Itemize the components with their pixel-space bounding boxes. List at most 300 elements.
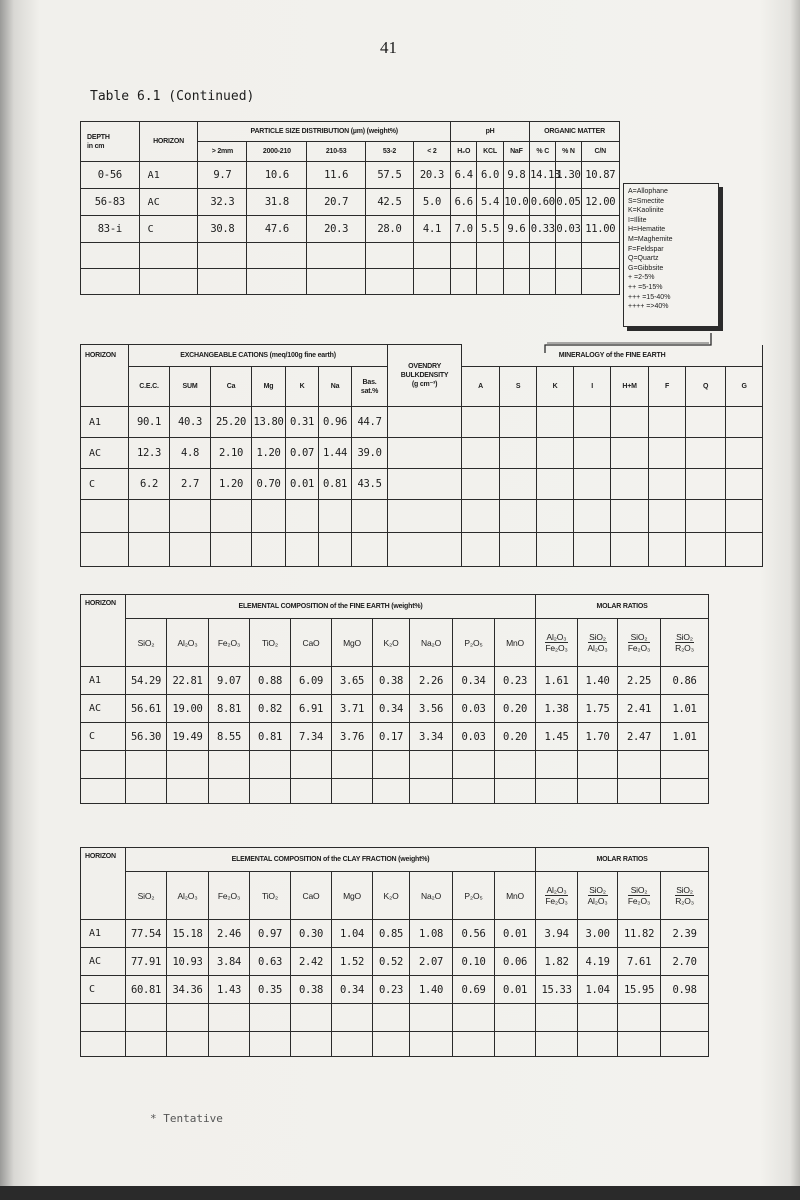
ratio-denominator: R₂O₃ xyxy=(675,643,694,653)
empty-cell xyxy=(578,1004,618,1032)
ratio-header xyxy=(578,619,618,667)
empty-cell xyxy=(198,269,247,295)
value-cell: 0.10 xyxy=(453,948,495,976)
subheader-cell: C/N xyxy=(581,142,619,162)
subheader-cell: % N xyxy=(556,142,581,162)
empty-cell xyxy=(500,500,537,533)
footnote: * Tentative xyxy=(150,1112,223,1125)
mineral-subheader-cell: A xyxy=(462,367,500,407)
subheader-cell: TiO₂ xyxy=(250,619,291,667)
empty-cell xyxy=(252,533,286,567)
subheader-cell: K xyxy=(286,367,319,407)
value-cell: 0.07 xyxy=(286,438,319,469)
subheader-cell: K₂O xyxy=(373,872,410,920)
value-cell: 8.55 xyxy=(209,723,250,751)
value-cell: 7.0 xyxy=(451,216,477,243)
empty-cell xyxy=(250,1004,291,1032)
empty-cell xyxy=(611,500,649,533)
value-cell: 0.05 xyxy=(556,189,581,216)
empty-cell xyxy=(211,500,252,533)
horizon-cell: C xyxy=(139,216,198,243)
value-cell: 1.04 xyxy=(332,920,373,948)
empty-cell xyxy=(453,779,495,804)
value-cell: 5.0 xyxy=(413,189,450,216)
value-cell: 13.80 xyxy=(252,407,286,438)
legend-entry: S=Smectite xyxy=(628,197,664,205)
empty-cell xyxy=(500,438,537,469)
empty-cell xyxy=(332,779,373,804)
value-cell: 1.38 xyxy=(536,695,578,723)
ratio-numerator: SiO₂ xyxy=(628,632,650,643)
value-cell: 0.35 xyxy=(250,976,291,1004)
empty-cell xyxy=(649,533,686,567)
ratio-header xyxy=(578,872,618,920)
legend-entry: ++ =5-15% xyxy=(628,283,663,291)
value-cell: 0.33 xyxy=(530,216,556,243)
subheader-cell: SiO₂ xyxy=(126,872,167,920)
empty-cell xyxy=(170,533,211,567)
value-cell: 2.26 xyxy=(410,667,453,695)
empty-cell xyxy=(139,243,198,269)
empty-cell xyxy=(81,779,126,804)
value-cell: 0.03 xyxy=(453,723,495,751)
value-cell: 0.97 xyxy=(250,920,291,948)
ratio-numerator: Al₂O₃ xyxy=(546,885,567,895)
empty-cell xyxy=(536,751,578,779)
value-cell: 0.03 xyxy=(556,216,581,243)
subheader-cell: CaO xyxy=(291,619,332,667)
ratio-header xyxy=(661,872,709,920)
legend-entry: + =2-5% xyxy=(628,274,655,282)
value-cell: 0.38 xyxy=(373,667,410,695)
ratio-header xyxy=(661,619,709,667)
organic-matter-header: ORGANIC MATTER xyxy=(530,122,620,142)
subheader-cell: 53-2 xyxy=(365,142,413,162)
empty-cell xyxy=(332,1004,373,1032)
particle-size-header: PARTICLE SIZE DISTRIBUTION (µm) (weight%) xyxy=(198,122,451,142)
table-row xyxy=(81,407,763,438)
empty-cell xyxy=(250,751,291,779)
page-number: 41 xyxy=(380,38,397,57)
empty-cell xyxy=(451,243,477,269)
table-row xyxy=(81,920,709,948)
empty-cell xyxy=(252,500,286,533)
subheader-cell: MnO xyxy=(495,619,536,667)
empty-cell xyxy=(578,779,618,804)
value-cell: 60.81 xyxy=(126,976,167,1004)
value-cell: 15.95 xyxy=(618,976,661,1004)
empty-cell xyxy=(453,1004,495,1032)
depth-cell: 56-83 xyxy=(81,189,140,216)
empty-cell xyxy=(286,500,319,533)
value-cell: 22.81 xyxy=(167,667,209,695)
empty-cell xyxy=(618,1004,661,1032)
subheader-cell: Fe₂O₃ xyxy=(209,872,250,920)
horizon-cell: C xyxy=(81,469,129,500)
empty-cell xyxy=(453,751,495,779)
empty-cell xyxy=(495,1032,536,1057)
horizon-cell: A1 xyxy=(81,667,126,695)
ratio-denominator: Fe₂O₃ xyxy=(545,643,568,653)
value-cell: 0.98 xyxy=(661,976,709,1004)
value-cell: 9.6 xyxy=(503,216,529,243)
ratio-header xyxy=(618,872,661,920)
value-cell: 15.33 xyxy=(536,976,578,1004)
empty-cell xyxy=(250,779,291,804)
empty-cell xyxy=(574,533,611,567)
empty-row xyxy=(81,500,763,533)
empty-cell xyxy=(247,243,307,269)
legend-entry: M=Maghemite xyxy=(628,235,673,243)
value-cell: 0.60 xyxy=(530,189,556,216)
empty-cell xyxy=(209,751,250,779)
legend-entry: G=Gibbsite xyxy=(628,264,664,272)
mineral-subheader-cell: H+M xyxy=(611,367,649,407)
legend-entry: +++ =15-40% xyxy=(628,293,671,301)
empty-cell xyxy=(167,1032,209,1057)
empty-cell xyxy=(686,500,726,533)
empty-cell xyxy=(247,269,307,295)
value-cell: 10.93 xyxy=(167,948,209,976)
empty-cell xyxy=(373,779,410,804)
empty-row xyxy=(81,1004,709,1032)
value-cell: 1.01 xyxy=(661,723,709,751)
empty-cell xyxy=(319,500,352,533)
value-cell: 2.7 xyxy=(170,469,211,500)
empty-cell xyxy=(81,1004,126,1032)
value-cell: 20.3 xyxy=(307,216,366,243)
subheader-cell: KCL xyxy=(477,142,503,162)
value-cell: 15.18 xyxy=(167,920,209,948)
empty-cell xyxy=(726,500,763,533)
empty-cell xyxy=(81,500,129,533)
empty-cell xyxy=(332,751,373,779)
value-cell: 11.6 xyxy=(307,162,366,189)
value-cell: 2.70 xyxy=(661,948,709,976)
empty-cell xyxy=(661,1032,709,1057)
empty-cell xyxy=(126,751,167,779)
value-cell: 31.8 xyxy=(247,189,307,216)
value-cell: 12.00 xyxy=(581,189,619,216)
value-cell: 1.20 xyxy=(211,469,252,500)
subheader-cell: CaO xyxy=(291,872,332,920)
value-cell: 56.61 xyxy=(126,695,167,723)
empty-cell xyxy=(581,243,619,269)
empty-cell xyxy=(503,269,529,295)
value-cell: 25.20 xyxy=(211,407,252,438)
value-cell: 0.69 xyxy=(453,976,495,1004)
empty-cell xyxy=(126,1032,167,1057)
empty-cell xyxy=(462,438,500,469)
empty-cell xyxy=(410,1032,453,1057)
empty-cell xyxy=(81,243,140,269)
subheader-cell: K₂O xyxy=(373,619,410,667)
depth-cell: 83-i xyxy=(81,216,140,243)
value-cell: 3.84 xyxy=(209,948,250,976)
value-cell: 0.56 xyxy=(453,920,495,948)
subheader-cell: P₂O₅ xyxy=(453,872,495,920)
subheader-cell: Mg xyxy=(252,367,286,407)
value-cell: 1.43 xyxy=(209,976,250,1004)
empty-cell xyxy=(500,469,537,500)
value-cell: 6.09 xyxy=(291,667,332,695)
value-cell: 0.34 xyxy=(373,695,410,723)
empty-cell xyxy=(618,751,661,779)
value-cell: 3.65 xyxy=(332,667,373,695)
value-cell: 1.40 xyxy=(410,976,453,1004)
empty-cell xyxy=(352,533,388,567)
value-cell: 0.86 xyxy=(661,667,709,695)
empty-cell xyxy=(462,500,500,533)
value-cell: 0.96 xyxy=(319,407,352,438)
horizon-cell: A1 xyxy=(139,162,198,189)
value-cell: 20.7 xyxy=(307,189,366,216)
empty-cell xyxy=(209,1032,250,1057)
legend-entry: I=Illite xyxy=(628,216,647,224)
molar-ratios-header: MOLAR RATIOS xyxy=(536,848,709,872)
empty-cell xyxy=(129,500,170,533)
horizon-cell: AC xyxy=(81,948,126,976)
value-cell: 56.30 xyxy=(126,723,167,751)
subheader-cell: TiO₂ xyxy=(250,872,291,920)
empty-cell xyxy=(410,1004,453,1032)
mineral-subheader-cell: G xyxy=(726,367,763,407)
value-cell: 0.70 xyxy=(252,469,286,500)
empty-cell xyxy=(373,751,410,779)
subheader-cell: H₂O xyxy=(451,142,477,162)
empty-cell xyxy=(574,407,611,438)
clay-fraction-title: ELEMENTAL COMPOSITION of the CLAY FRACTION (weight%) xyxy=(126,848,536,872)
empty-cell xyxy=(388,500,462,533)
value-cell: 3.00 xyxy=(578,920,618,948)
value-cell: 40.3 xyxy=(170,407,211,438)
subheader-cell: P₂O₅ xyxy=(453,619,495,667)
empty-row xyxy=(81,751,709,779)
value-cell: 19.49 xyxy=(167,723,209,751)
empty-cell xyxy=(477,269,503,295)
value-cell: 54.29 xyxy=(126,667,167,695)
subheader-cell: Al₂O₃ xyxy=(167,872,209,920)
empty-cell xyxy=(611,469,649,500)
empty-cell xyxy=(388,469,462,500)
exchangeable-cations-header: EXCHANGEABLE CATIONS (meq/100g fine earth) xyxy=(129,345,388,367)
empty-cell xyxy=(495,751,536,779)
value-cell: 0.81 xyxy=(250,723,291,751)
subheader-cell: SUM xyxy=(170,367,211,407)
value-cell: 39.0 xyxy=(352,438,388,469)
value-cell: 4.19 xyxy=(578,948,618,976)
empty-cell xyxy=(686,438,726,469)
value-cell: 7.61 xyxy=(618,948,661,976)
clay-fraction-composition-table xyxy=(80,847,709,1057)
subheader-cell: Na₂O xyxy=(410,619,453,667)
ratio-header xyxy=(618,619,661,667)
value-cell: 6.4 xyxy=(451,162,477,189)
empty-cell xyxy=(209,779,250,804)
empty-cell xyxy=(462,533,500,567)
empty-cell xyxy=(291,1004,332,1032)
table-row xyxy=(81,216,620,243)
value-cell: 4.8 xyxy=(170,438,211,469)
empty-cell xyxy=(574,500,611,533)
subheader-cell: SiO₂ xyxy=(126,619,167,667)
value-cell: 9.7 xyxy=(198,162,247,189)
value-cell: 3.76 xyxy=(332,723,373,751)
value-cell: 3.56 xyxy=(410,695,453,723)
empty-cell xyxy=(81,269,140,295)
subheader-cell: MgO xyxy=(332,619,373,667)
value-cell: 14.13 xyxy=(530,162,556,189)
value-cell: 1.40 xyxy=(578,667,618,695)
value-cell: 6.2 xyxy=(129,469,170,500)
empty-cell xyxy=(352,500,388,533)
depth-header: DEPTH in cm xyxy=(81,122,140,162)
value-cell: 0.03 xyxy=(453,695,495,723)
empty-cell xyxy=(618,779,661,804)
value-cell: 1.75 xyxy=(578,695,618,723)
value-cell: 77.54 xyxy=(126,920,167,948)
empty-cell xyxy=(536,779,578,804)
empty-cell xyxy=(413,243,450,269)
empty-cell xyxy=(388,407,462,438)
value-cell: 2.39 xyxy=(661,920,709,948)
empty-cell xyxy=(537,407,574,438)
value-cell: 3.34 xyxy=(410,723,453,751)
ratio-numerator: SiO₂ xyxy=(628,885,650,896)
empty-cell xyxy=(536,1032,578,1057)
value-cell: 77.91 xyxy=(126,948,167,976)
empty-cell xyxy=(211,533,252,567)
ratio-header xyxy=(536,872,578,920)
value-cell: 7.34 xyxy=(291,723,332,751)
value-cell: 0.63 xyxy=(250,948,291,976)
empty-cell xyxy=(451,269,477,295)
bulk-density-header: OVENDRY BULKDENSITY (g cm⁻³) xyxy=(388,345,462,407)
empty-row xyxy=(81,533,763,567)
empty-cell xyxy=(307,269,366,295)
empty-cell xyxy=(81,1032,126,1057)
table-row xyxy=(81,976,709,1004)
value-cell: 30.8 xyxy=(198,216,247,243)
subheader-cell: Al₂O₃ xyxy=(167,619,209,667)
ratio-header xyxy=(536,619,578,667)
value-cell: 44.7 xyxy=(352,407,388,438)
mineral-legend xyxy=(623,183,719,327)
empty-cell xyxy=(611,533,649,567)
value-cell: 1.45 xyxy=(536,723,578,751)
empty-row xyxy=(81,1032,709,1057)
empty-cell xyxy=(126,779,167,804)
legend-entry: K=Kaolinite xyxy=(628,207,664,215)
value-cell: 0.23 xyxy=(495,667,536,695)
empty-cell xyxy=(503,243,529,269)
subheader-cell: > 2mm xyxy=(198,142,247,162)
value-cell: 5.5 xyxy=(477,216,503,243)
value-cell: 19.00 xyxy=(167,695,209,723)
exchangeable-cations-table xyxy=(80,344,763,567)
empty-cell xyxy=(649,438,686,469)
empty-cell xyxy=(574,469,611,500)
subheader-cell: Na xyxy=(319,367,352,407)
empty-cell xyxy=(319,533,352,567)
empty-cell xyxy=(611,407,649,438)
empty-cell xyxy=(686,469,726,500)
value-cell: 28.0 xyxy=(365,216,413,243)
empty-cell xyxy=(611,438,649,469)
value-cell: 2.07 xyxy=(410,948,453,976)
value-cell: 0.81 xyxy=(319,469,352,500)
horizon-cell: C xyxy=(81,976,126,1004)
mineralogy-header: MINERALOGY of the FINE EARTH xyxy=(462,345,763,367)
fine-earth-title: ELEMENTAL COMPOSITION of the FINE EARTH (weight%) xyxy=(126,595,536,619)
value-cell: 0.85 xyxy=(373,920,410,948)
value-cell: 0.01 xyxy=(495,976,536,1004)
empty-cell xyxy=(332,1032,373,1057)
empty-cell xyxy=(388,533,462,567)
mineral-subheader-cell: F xyxy=(649,367,686,407)
mineral-subheader-cell: I xyxy=(574,367,611,407)
empty-cell xyxy=(365,243,413,269)
empty-cell xyxy=(410,779,453,804)
ratio-numerator: SiO₂ xyxy=(676,885,693,895)
mineral-subheader-cell: Q xyxy=(686,367,726,407)
horizon-header: HORIZON xyxy=(139,122,198,162)
ratio-denominator: R₂O₃ xyxy=(675,896,694,906)
empty-cell xyxy=(726,533,763,567)
empty-cell xyxy=(129,533,170,567)
empty-cell xyxy=(618,1032,661,1057)
horizon-cell: AC xyxy=(81,695,126,723)
empty-cell xyxy=(291,751,332,779)
value-cell: 10.6 xyxy=(247,162,307,189)
value-cell: 1.52 xyxy=(332,948,373,976)
value-cell: 1.30 xyxy=(556,162,581,189)
ratio-denominator: Fe₂O₃ xyxy=(627,896,651,906)
table-row xyxy=(81,948,709,976)
value-cell: 0.31 xyxy=(286,407,319,438)
subheader-cell: C.E.C. xyxy=(129,367,170,407)
legend-entry: Q=Quartz xyxy=(628,255,659,263)
subheader-cell: NaF xyxy=(503,142,529,162)
empty-cell xyxy=(170,500,211,533)
empty-cell xyxy=(81,751,126,779)
mineral-subheader-cell: K xyxy=(537,367,574,407)
value-cell: 1.04 xyxy=(578,976,618,1004)
empty-cell xyxy=(536,1004,578,1032)
empty-cell xyxy=(462,469,500,500)
empty-cell xyxy=(581,269,619,295)
empty-cell xyxy=(462,407,500,438)
value-cell: 4.1 xyxy=(413,216,450,243)
empty-cell xyxy=(495,1004,536,1032)
empty-cell xyxy=(661,1004,709,1032)
value-cell: 6.91 xyxy=(291,695,332,723)
ratio-denominator: Al₂O₃ xyxy=(587,643,608,653)
empty-cell xyxy=(537,438,574,469)
horizon-cell: AC xyxy=(139,189,198,216)
subheader-cell: MgO xyxy=(332,872,373,920)
empty-cell xyxy=(537,469,574,500)
empty-cell xyxy=(198,243,247,269)
value-cell: 3.94 xyxy=(536,920,578,948)
empty-cell xyxy=(661,779,709,804)
value-cell: 0.38 xyxy=(291,976,332,1004)
ratio-denominator: Al₂O₃ xyxy=(587,896,608,906)
empty-cell xyxy=(537,500,574,533)
horizon-header: HORIZON xyxy=(81,595,126,667)
legend-entry: H=Hematite xyxy=(628,226,666,234)
value-cell: 0.88 xyxy=(250,667,291,695)
